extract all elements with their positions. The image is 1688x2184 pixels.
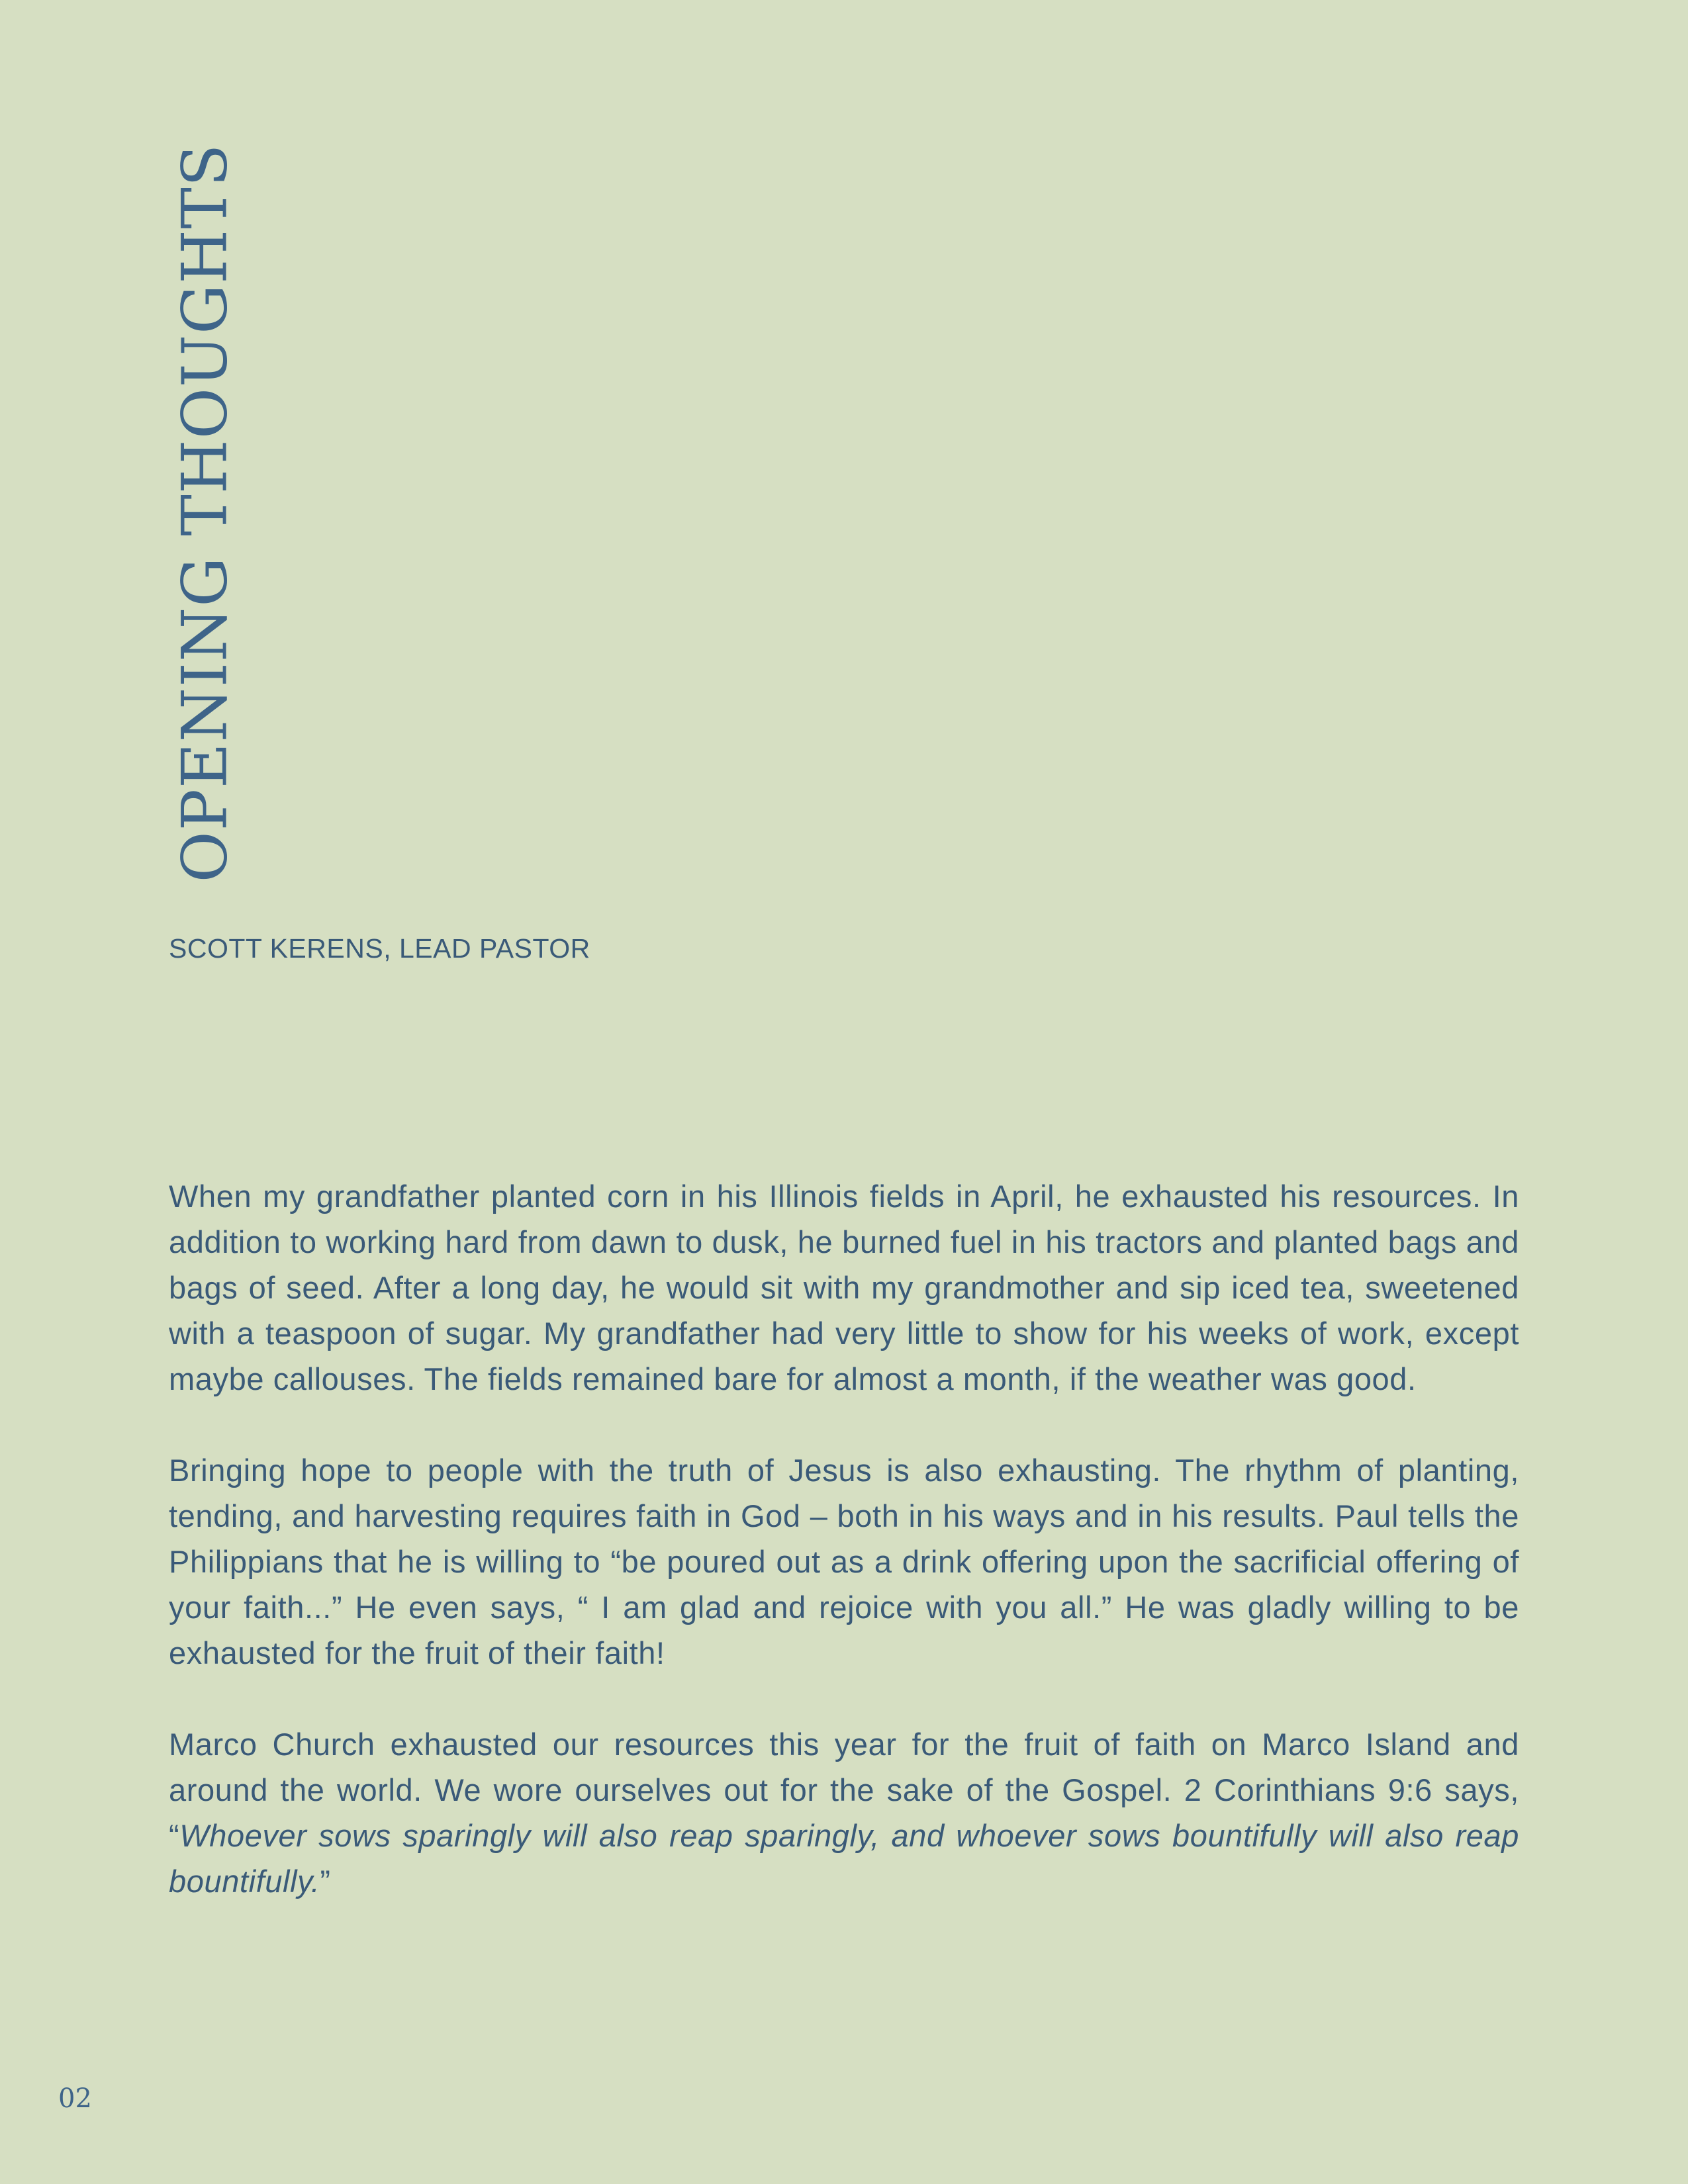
paragraph-3 [169,1721,1519,1904]
article-body [169,1173,1519,1950]
paragraph-3-start: Marco Church exhausted our resources this year for the fruit of faith on Marco Island and around the world. We wore ourselves out for the sake of the Gospel. 2 Corinthians 9:6 says, “ [169,1727,1519,1853]
title-container [169,143,242,883]
scripture-quote: Whoever sows sparingly will also reap sparingly, and whoever sows bountifully will also reap bountifully. [169,1818,1519,1899]
paragraph-2: Bringing hope to people with the truth of Jesus is also exhausting. The rhythm of planting, tending, and harvesting requires faith in God – both in his ways and in his results. Paul tells the Philippians that he is willing to “be poured out as a drink offering upon the sacrificial offering of your faith...” He even says, “ I am glad and rejoice with you all.” He was gladly willing to be exhausted for the fruit of their faith! [169,1453,1519,1670]
page-title: OPENING THOUGHTS [169,143,241,883]
page-number: 02 [58,2083,92,2114]
paragraph-3-end: ” [320,1864,331,1899]
paragraph-1: When my grandfather planted corn in his Illinois fields in April, he exhausted his resources. In addition to working hard from dawn to dusk, he burned fuel in his tractors and planted bags and bags of seed. After a long day, he would sit with my grandmother and sip iced tea, sweetened with a teaspoon of sugar. My grandfather had very little to show for his weeks of work, except maybe callouses. The fields remained bare for almost a month, if the weather was good. [169,1179,1519,1396]
author-byline: SCOTT KERENS, LEAD PASTOR [169,933,590,964]
